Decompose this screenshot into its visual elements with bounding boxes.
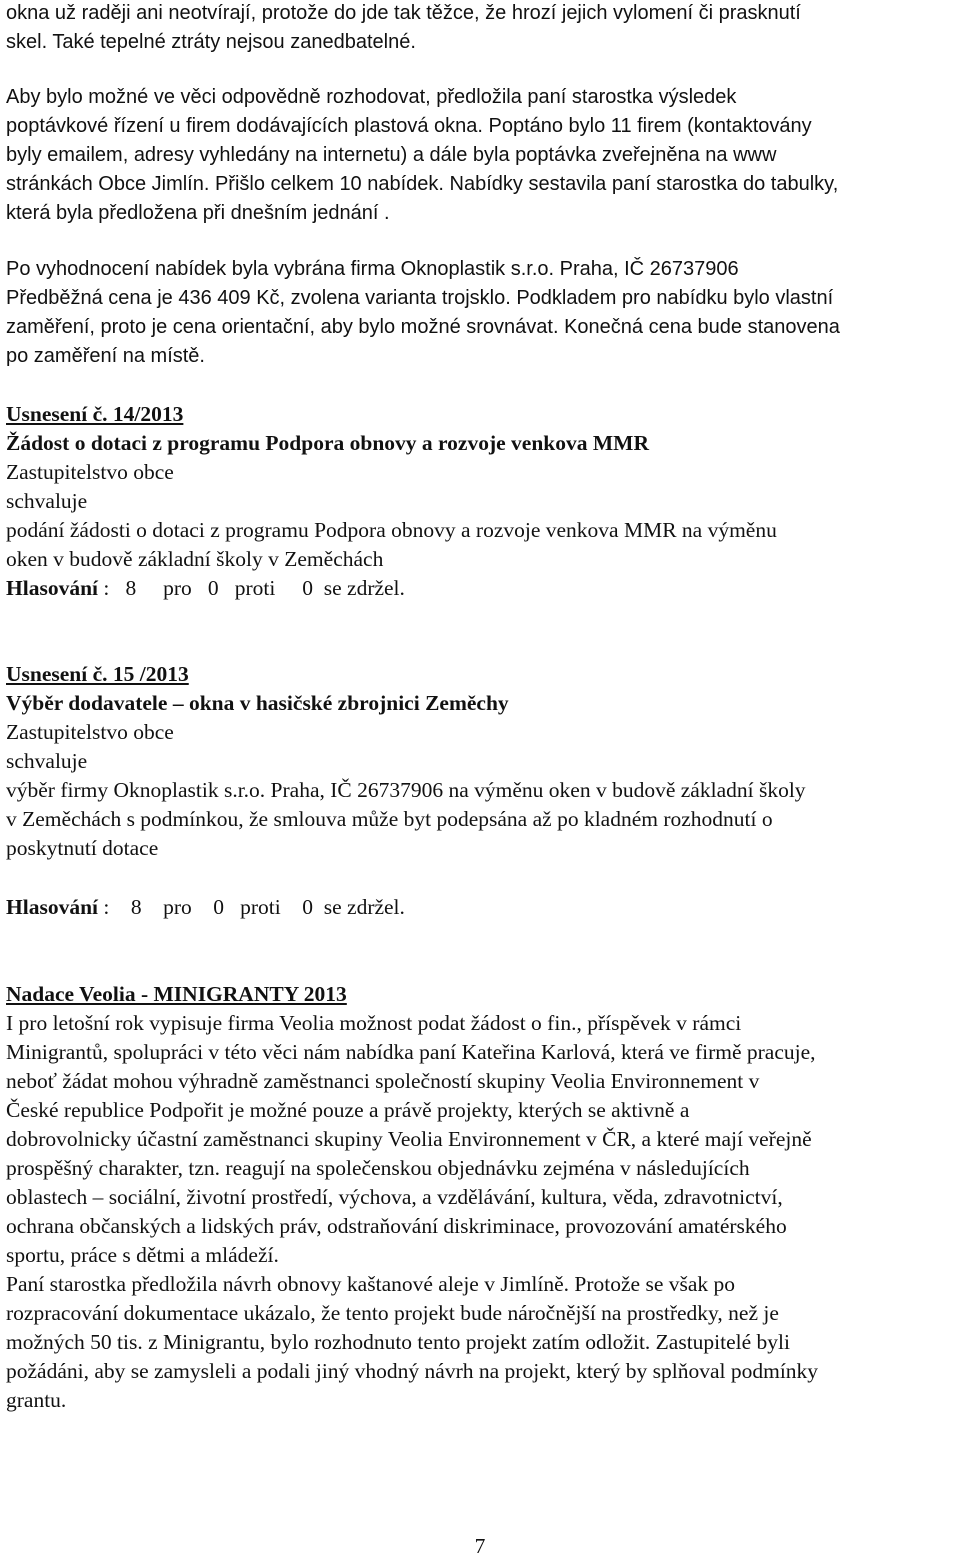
resolution-14-title: Žádost o dotaci z programu Podpora obnovy a rozvoje venkova MMR (6, 431, 649, 455)
intro-line-1: okna už raději ani neotvírají, protože do jde tak těžce, že hrozí jejich vylomení či prasknutí (6, 2, 801, 24)
proposal-line-1: Paní starostka předložila návrh obnovy kaštanové aleje v Jimlíně. Protože se však po (6, 1272, 736, 1296)
poptavka-line-1: Aby bylo možné ve věci odpovědně rozhodovat, předložila paní starostka výsledek (6, 86, 737, 108)
vyhodnoceni-line-1: Po vyhodnocení nabídek byla vybrána firma Oknoplastik s.r.o. Praha, IČ 26737906 (6, 258, 739, 280)
veolia-line-5: dobrovolnicky účastní zaměstnanci skupiny Veolia Environnement v ČR, a které mají veřejně (6, 1127, 812, 1151)
veolia-line-7: oblastech – sociální, životní prostředí, výchova, a vzdělávání, kultura, věda, zdravotnictví, (6, 1185, 783, 1209)
resolution-15-verb: schvaluje (6, 749, 88, 773)
resolution-15-label: Usnesení č. 15 /2013 (6, 662, 189, 686)
resolution-15-text-3: poskytnutí dotace (6, 836, 159, 860)
intro-line-2: skel. Také tepelné ztráty nejsou zanedbatelné. (6, 31, 416, 53)
poptavka-line-4: stránkách Obce Jimlín. Přišlo celkem 10 nabídek. Nabídky sestavila paní starostka do tabulky, (6, 173, 839, 195)
vyhodnoceni-line-2: Předběžná cena je 436 409 Kč, zvolena varianta trojsklo. Podkladem pro nabídku bylo vlastní (6, 287, 834, 309)
veolia-line-6: prospěšný charakter, tzn. reagují na společenskou objednávku zejména v následujících (6, 1156, 750, 1180)
proposal-line-4: požádáni, aby se zamysleli a podali jiný vhodný návrh na projekt, který by splňoval podmínky (6, 1359, 819, 1383)
resolution-14-vote (6, 576, 405, 601)
resolution-15-text-2: v Zeměchách s podmínkou, že smlouva může byt podepsána až po kladném rozhodnutí o (6, 807, 773, 831)
proposal-line-5: grantu. (6, 1388, 67, 1412)
resolution-15-text-1: výběr firmy Oknoplastik s.r.o. Praha, IČ 26737906 na výměnu oken v budově základní školy (6, 778, 806, 802)
resolution-15-body: Zastupitelstvo obce (6, 720, 174, 744)
resolution-15-vote-label: Hlasování (6, 895, 98, 919)
veolia-line-8: ochrana občanských a lidských práv, odstraňování diskriminace, provozování amatérského (6, 1214, 787, 1238)
poptavka-line-2: poptávkové řízení u firem dodávajících plastová okna. Poptáno bylo 11 firem (kontaktovány (6, 115, 812, 137)
resolution-14-vote-label: Hlasování (6, 576, 98, 600)
resolution-14-text-2: oken v budově základní školy v Zeměchách (6, 547, 384, 571)
veolia-heading: Nadace Veolia - MINIGRANTY 2013 (6, 982, 347, 1006)
veolia-line-4: České republice Podpořit je možné pouze a právě projekty, kterých se aktivně a (6, 1098, 690, 1122)
poptavka-line-5: která byla předložena při dnešním jednání . (6, 202, 390, 224)
veolia-line-3: neboť žádat mohou výhradně zaměstnanci společností skupiny Veolia Environnement v (6, 1069, 760, 1093)
resolution-14-verb: schvaluje (6, 489, 88, 513)
resolution-14-vote-result: : 8 pro 0 proti 0 se zdržel. (98, 576, 405, 600)
resolution-14-body: Zastupitelstvo obce (6, 460, 174, 484)
proposal-line-2: rozpracování dokumentace ukázalo, že tento projekt bude náročnější na prostředky, než je (6, 1301, 779, 1325)
resolution-15-vote (6, 895, 405, 920)
veolia-line-1: I pro letošní rok vypisuje firma Veolia možnost podat žádost o fin., příspěvek v rámci (6, 1011, 742, 1035)
veolia-line-2: Minigrantů, spolupráci v této věci nám nabídka paní Kateřina Karlová, která ve firmě pracuje, (6, 1040, 816, 1064)
page-number: 7 (474, 1533, 486, 1558)
proposal-line-3: možných 50 tis. z Minigrantu, bylo rozhodnuto tento projekt zatím odložit. Zastupitelé byli (6, 1330, 791, 1354)
resolution-14-label: Usnesení č. 14/2013 (6, 402, 184, 426)
veolia-line-9: sportu, práce s dětmi a mládeží. (6, 1243, 279, 1267)
resolution-14-text-1: podání žádosti o dotaci z programu Podpora obnovy a rozvoje venkova MMR na výměnu (6, 518, 777, 542)
vyhodnoceni-line-3: zaměření, proto je cena orientační, aby bylo možné srovnávat. Konečná cena bude stanovena (6, 316, 840, 338)
vyhodnoceni-line-4: po zaměření na místě. (6, 345, 205, 367)
resolution-15-title: Výběr dodavatele – okna v hasičské zbrojnici Zeměchy (6, 691, 509, 715)
poptavka-line-3: byly emailem, adresy vyhledány na internetu) a dále byla poptávka zveřejněna na www (6, 144, 777, 166)
resolution-15-vote-result: : 8 pro 0 proti 0 se zdržel. (98, 895, 405, 919)
